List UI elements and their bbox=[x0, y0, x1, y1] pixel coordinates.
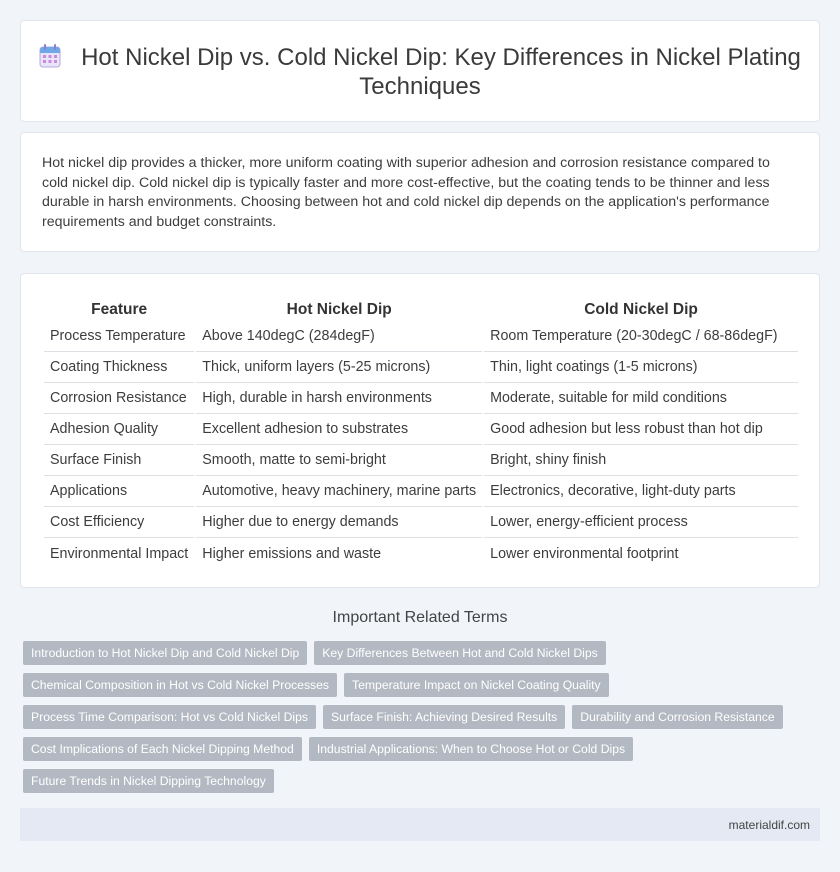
footer bbox=[20, 808, 820, 841]
header-cold-nickel-dip: Cold Nickel Dip bbox=[584, 300, 698, 318]
comparison-table bbox=[42, 295, 800, 569]
table-body bbox=[44, 321, 798, 569]
summary-text: Hot nickel dip provides a thicker, more uniform coating with superior adhesion and corrosion resistance compared to cold nickel dip. Cold nickel dip is typically faster and more cost-effective, but the coating tends to be thinner and less durable in harsh environments. Choosing between hot and cold nickel dip depends on the application's performance requirements and budget constraints. bbox=[42, 155, 770, 230]
related-terms-heading: Important Related Terms bbox=[332, 609, 508, 626]
tag-row bbox=[23, 705, 803, 729]
related-term-tag[interactable]: Future Trends in Nickel Dipping Technology bbox=[23, 769, 274, 793]
hot-dip-cell: High, durable in harsh environments bbox=[196, 383, 482, 414]
page-title-block bbox=[21, 43, 819, 101]
cold-dip-cell: Lower, energy-efficient process bbox=[484, 507, 798, 538]
hot-dip-cell: Higher due to energy demands bbox=[196, 507, 482, 538]
related-term-tag[interactable]: Industrial Applications: When to Choose Hot or Cold Dips bbox=[309, 737, 633, 761]
hot-dip-cell: Higher emissions and waste bbox=[202, 545, 382, 562]
cold-dip-cell: Electronics, decorative, light-duty parts bbox=[484, 476, 798, 507]
related-term-tag[interactable]: Chemical Composition in Hot vs Cold Nickel Processes bbox=[23, 673, 337, 697]
tag-row bbox=[23, 673, 803, 697]
feature-cell: Adhesion Quality bbox=[44, 414, 194, 445]
hot-dip-cell: Above 140degC (284degF) bbox=[196, 321, 482, 352]
feature-cell: Cost Efficiency bbox=[44, 507, 194, 538]
hot-dip-cell: Smooth, matte to semi-bright bbox=[196, 445, 482, 476]
feature-cell: Environmental Impact bbox=[50, 545, 189, 562]
cold-dip-cell: Good adhesion but less robust than hot dip bbox=[484, 414, 798, 445]
table-row bbox=[44, 414, 798, 445]
related-term-tag[interactable]: Surface Finish: Achieving Desired Results bbox=[323, 705, 565, 729]
table-row bbox=[44, 445, 798, 476]
footer-site[interactable]: materialdif.com bbox=[728, 818, 810, 832]
related-term-tag[interactable]: Temperature Impact on Nickel Coating Quality bbox=[344, 673, 609, 697]
feature-cell: Corrosion Resistance bbox=[44, 383, 194, 414]
related-terms-list bbox=[23, 641, 803, 801]
table-row bbox=[44, 352, 798, 383]
cold-dip-cell: Lower environmental footprint bbox=[490, 545, 679, 562]
calendar-icon bbox=[39, 44, 61, 68]
cold-dip-cell: Bright, shiny finish bbox=[484, 445, 798, 476]
table-row bbox=[44, 383, 798, 414]
cold-dip-cell: Moderate, suitable for mild conditions bbox=[484, 383, 798, 414]
tag-row bbox=[23, 769, 803, 793]
related-term-tag[interactable]: Process Time Comparison: Hot vs Cold Nickel Dips bbox=[23, 705, 316, 729]
tag-row bbox=[23, 641, 803, 665]
feature-cell: Coating Thickness bbox=[44, 352, 194, 383]
table-row bbox=[44, 538, 798, 569]
table-row bbox=[44, 507, 798, 538]
feature-cell: Applications bbox=[44, 476, 194, 507]
feature-cell: Process Temperature bbox=[44, 321, 194, 352]
page-title: Hot Nickel Dip vs. Cold Nickel Dip: Key Differences in Nickel Plating Techniques bbox=[81, 44, 801, 100]
related-term-tag[interactable]: Durability and Corrosion Resistance bbox=[572, 705, 782, 729]
related-term-tag[interactable]: Key Differences Between Hot and Cold Nickel Dips bbox=[314, 641, 605, 665]
hot-dip-cell: Thick, uniform layers (5-25 microns) bbox=[196, 352, 482, 383]
table-row bbox=[44, 321, 798, 352]
cold-dip-cell: Thin, light coatings (1-5 microns) bbox=[484, 352, 798, 383]
cold-dip-cell: Room Temperature (20-30degC / 68-86degF) bbox=[484, 321, 798, 352]
title-card bbox=[20, 20, 820, 122]
table-header-row bbox=[44, 295, 798, 321]
table-row bbox=[44, 476, 798, 507]
hot-dip-cell: Automotive, heavy machinery, marine parts bbox=[196, 476, 482, 507]
tag-row bbox=[23, 737, 803, 761]
comparison-table-card bbox=[20, 273, 820, 588]
related-term-tag[interactable]: Introduction to Hot Nickel Dip and Cold Nickel Dip bbox=[23, 641, 307, 665]
feature-cell: Surface Finish bbox=[44, 445, 194, 476]
summary-card bbox=[20, 132, 820, 252]
related-term-tag[interactable]: Cost Implications of Each Nickel Dipping Method bbox=[23, 737, 302, 761]
hot-dip-cell: Excellent adhesion to substrates bbox=[196, 414, 482, 445]
header-feature: Feature bbox=[91, 300, 148, 318]
header-hot-nickel-dip: Hot Nickel Dip bbox=[286, 300, 392, 318]
